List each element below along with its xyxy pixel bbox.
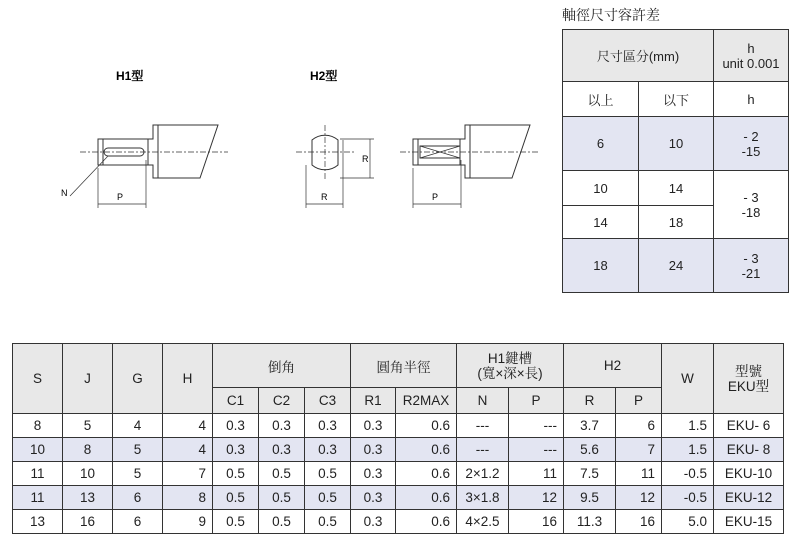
cell-g: 5 <box>113 438 163 462</box>
tolerance-row <box>563 239 789 293</box>
cell-c2: 0.3 <box>259 438 305 462</box>
cell-j: 13 <box>63 486 113 510</box>
spec-table-body <box>13 414 784 534</box>
tol-from: 6 <box>563 117 639 171</box>
cell-model: EKU-12 <box>714 486 784 510</box>
cell-w: 1.5 <box>662 438 714 462</box>
tol-to: 10 <box>639 117 714 171</box>
cell-p2: 16 <box>616 510 662 534</box>
cell-r1: 0.3 <box>351 486 396 510</box>
cell-h: 8 <box>163 486 213 510</box>
cell-c3: 0.5 <box>305 462 351 486</box>
cell-j: 10 <box>63 462 113 486</box>
cell-c2: 0.5 <box>259 462 305 486</box>
cell-r: 3.7 <box>564 414 616 438</box>
cell-r: 5.6 <box>564 438 616 462</box>
cell-p2: 12 <box>616 486 662 510</box>
h2-shaft-drawing <box>400 125 540 208</box>
h2-label-r-side: R <box>362 154 369 164</box>
cell-n: 4×2.5 <box>457 510 509 534</box>
cell-r1: 0.3 <box>351 462 396 486</box>
cell-n: 2×1.2 <box>457 462 509 486</box>
cell-w: -0.5 <box>662 486 714 510</box>
cell-model: EKU- 6 <box>714 414 784 438</box>
cell-p2: 7 <box>616 438 662 462</box>
cell-c3: 0.3 <box>305 438 351 462</box>
cell-r2max: 0.6 <box>396 414 457 438</box>
cell-p: 12 <box>509 486 564 510</box>
cell-s: 13 <box>13 510 63 534</box>
col-c3-header: C3 <box>305 388 351 414</box>
tolerance-row <box>563 171 789 206</box>
cell-c1: 0.3 <box>213 414 259 438</box>
cell-c1: 0.5 <box>213 510 259 534</box>
spec-row <box>13 510 784 534</box>
h1-keyway-line2: (寬×深×長) <box>477 365 543 381</box>
spec-row <box>13 438 784 462</box>
tol-value <box>714 239 789 293</box>
col-r1-header: R1 <box>351 388 396 414</box>
tol-from: 14 <box>563 206 639 239</box>
col-c1-header: C1 <box>213 388 259 414</box>
cell-s: 11 <box>13 462 63 486</box>
tol-upper: - 3 <box>743 250 759 266</box>
cell-r2max: 0.6 <box>396 462 457 486</box>
shaft-drawings <box>0 0 560 230</box>
radius-header: 圓角半徑 <box>351 344 457 388</box>
h2-header: H2 <box>564 344 662 388</box>
spec-row <box>13 462 784 486</box>
cell-r: 11.3 <box>564 510 616 534</box>
cell-model: EKU- 8 <box>714 438 784 462</box>
tolerance-row <box>563 117 789 171</box>
cell-g: 6 <box>113 510 163 534</box>
cell-p: --- <box>509 438 564 462</box>
cell-h: 9 <box>163 510 213 534</box>
tol-to: 14 <box>639 171 714 206</box>
cell-g: 5 <box>113 462 163 486</box>
tol-lower: -18 <box>741 204 761 220</box>
cell-p: 11 <box>509 462 564 486</box>
cell-c1: 0.3 <box>213 438 259 462</box>
cell-j: 16 <box>63 510 113 534</box>
h2-label-r-bottom: R <box>321 192 328 202</box>
cell-j: 5 <box>63 414 113 438</box>
cell-r1: 0.3 <box>351 438 396 462</box>
h1-keyway-header <box>457 344 564 388</box>
cell-p2: 11 <box>616 462 662 486</box>
col-g-header: G <box>113 344 163 414</box>
cell-c1: 0.5 <box>213 462 259 486</box>
cell-r: 9.5 <box>564 486 616 510</box>
tol-value <box>714 117 789 171</box>
cell-w: 5.0 <box>662 510 714 534</box>
cell-g: 4 <box>113 414 163 438</box>
tol-lower: -15 <box>741 143 761 159</box>
h-tolerance-header <box>714 30 789 82</box>
cell-r2max: 0.6 <box>396 510 457 534</box>
cell-g: 6 <box>113 486 163 510</box>
cell-j: 8 <box>63 438 113 462</box>
h1-title: H1型 <box>116 69 144 83</box>
cell-r1: 0.3 <box>351 414 396 438</box>
tol-lower: -21 <box>741 265 761 281</box>
spec-row <box>13 414 784 438</box>
cell-c3: 0.5 <box>305 510 351 534</box>
spec-table <box>12 343 784 534</box>
cell-s: 11 <box>13 486 63 510</box>
size-range-header: 尺寸區分(mm) <box>563 30 714 82</box>
tolerance-title: 軸徑尺寸容許差 <box>562 7 660 23</box>
col-j-header: J <box>63 344 113 414</box>
cell-model: EKU-10 <box>714 462 784 486</box>
spec-row <box>13 486 784 510</box>
h1-keyway-line1: H1鍵槽 <box>487 350 533 366</box>
cell-n: --- <box>457 414 509 438</box>
cell-w: -0.5 <box>662 462 714 486</box>
tol-from: 10 <box>563 171 639 206</box>
col-h-header: H <box>163 344 213 414</box>
cell-n: --- <box>457 438 509 462</box>
col-r2max-header: R2MAX <box>396 388 457 414</box>
cell-r1: 0.3 <box>351 510 396 534</box>
cell-n: 3×1.8 <box>457 486 509 510</box>
cell-h: 7 <box>163 462 213 486</box>
h1-label-p: P <box>117 192 124 202</box>
tol-from: 18 <box>563 239 639 293</box>
h2-label-p: P <box>432 192 439 202</box>
cell-w: 1.5 <box>662 414 714 438</box>
cell-model: EKU-15 <box>714 510 784 534</box>
from-header: 以上 <box>563 82 639 117</box>
cell-c3: 0.5 <box>305 486 351 510</box>
col-w-header: W <box>662 344 714 414</box>
tol-value <box>714 171 789 239</box>
cell-p: 16 <box>509 510 564 534</box>
tol-to: 18 <box>639 206 714 239</box>
cell-h: 4 <box>163 414 213 438</box>
h2-title: H2型 <box>310 69 338 83</box>
cell-h: 4 <box>163 438 213 462</box>
tol-upper: - 2 <box>743 128 759 144</box>
col-n-header: N <box>457 388 509 414</box>
h2-end-view <box>296 125 374 208</box>
col-p-header: P <box>509 388 564 414</box>
cell-c1: 0.5 <box>213 486 259 510</box>
cell-p2: 6 <box>616 414 662 438</box>
cell-s: 8 <box>13 414 63 438</box>
col-p2-header: P <box>616 388 662 414</box>
cell-s: 10 <box>13 438 63 462</box>
tol-to: 24 <box>639 239 714 293</box>
to-header: 以下 <box>639 82 714 117</box>
cell-c3: 0.3 <box>305 414 351 438</box>
cell-c2: 0.3 <box>259 414 305 438</box>
cell-c2: 0.5 <box>259 510 305 534</box>
cell-r2max: 0.6 <box>396 486 457 510</box>
model-header-line2: EKU型 <box>727 378 770 394</box>
cell-r2max: 0.6 <box>396 438 457 462</box>
model-header <box>714 344 784 414</box>
model-header-line1: 型號 <box>735 363 762 379</box>
cell-r: 7.5 <box>564 462 616 486</box>
tol-upper: - 3 <box>743 189 759 205</box>
h-header-line2: unit 0.001 <box>722 55 780 71</box>
cell-p: --- <box>509 414 564 438</box>
h-subheader: h <box>714 82 789 117</box>
h1-shaft-drawing <box>70 125 228 208</box>
h-header-line1: h <box>747 40 755 56</box>
col-c2-header: C2 <box>259 388 305 414</box>
h1-label-n: N <box>61 188 68 198</box>
col-s-header: S <box>13 344 63 414</box>
chamfer-header: 倒角 <box>213 344 351 388</box>
cell-c2: 0.5 <box>259 486 305 510</box>
col-r-header: R <box>564 388 616 414</box>
tolerance-table <box>562 29 789 293</box>
